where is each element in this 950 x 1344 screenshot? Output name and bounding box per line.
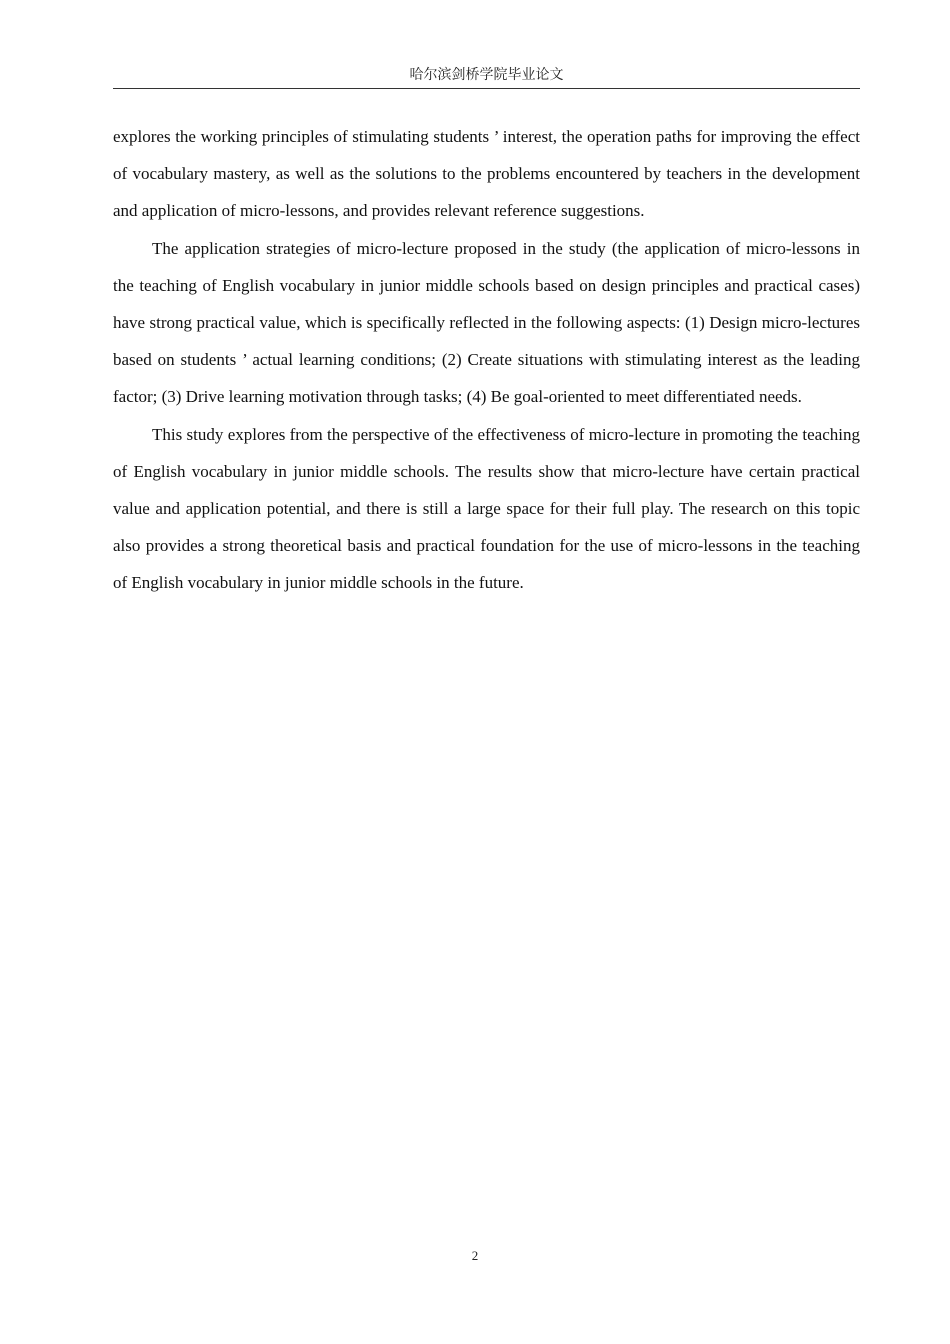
paragraph-continuation: explores the working principles of stimulating students ’ interest, the operation paths for improving the effect of vocabulary mastery, as well as the solutions to the problems encountered by teachers in the development and application of micro-lessons, and provides relevant reference suggestions.: [113, 127, 860, 220]
header-divider: [113, 88, 860, 89]
body-text: [113, 119, 860, 603]
page-number: 2: [471, 1248, 479, 1263]
paragraph-study-conclusion: This study explores from the perspective of the effectiveness of micro-lecture in promoting the teaching of English vocabulary in junior middle schools. The results show that micro-lecture have certain practical value and application potential, and there is still a large space for their full play. The research on this topic also provides a strong theoretical basis and practical foundation for the use of micro-lessons in the teaching of English vocabulary in junior middle schools in the future.: [113, 425, 860, 592]
paragraph-application-strategies: The application strategies of micro-lecture proposed in the study (the application of micro-lessons in the teaching of English vocabulary in junior middle schools based on design principles and practical cases) have strong practical value, which is specifically reflected in the following aspects: (1) Design micro-lectures based on students ’ actual learning conditions; (2) Create situations with stimulating interest as the leading factor; (3) Drive learning motivation through tasks; (4) Be goal-oriented to meet differentiated needs.: [113, 239, 860, 406]
running-header: 哈尔滨剑桥学院毕业论文: [409, 68, 564, 83]
